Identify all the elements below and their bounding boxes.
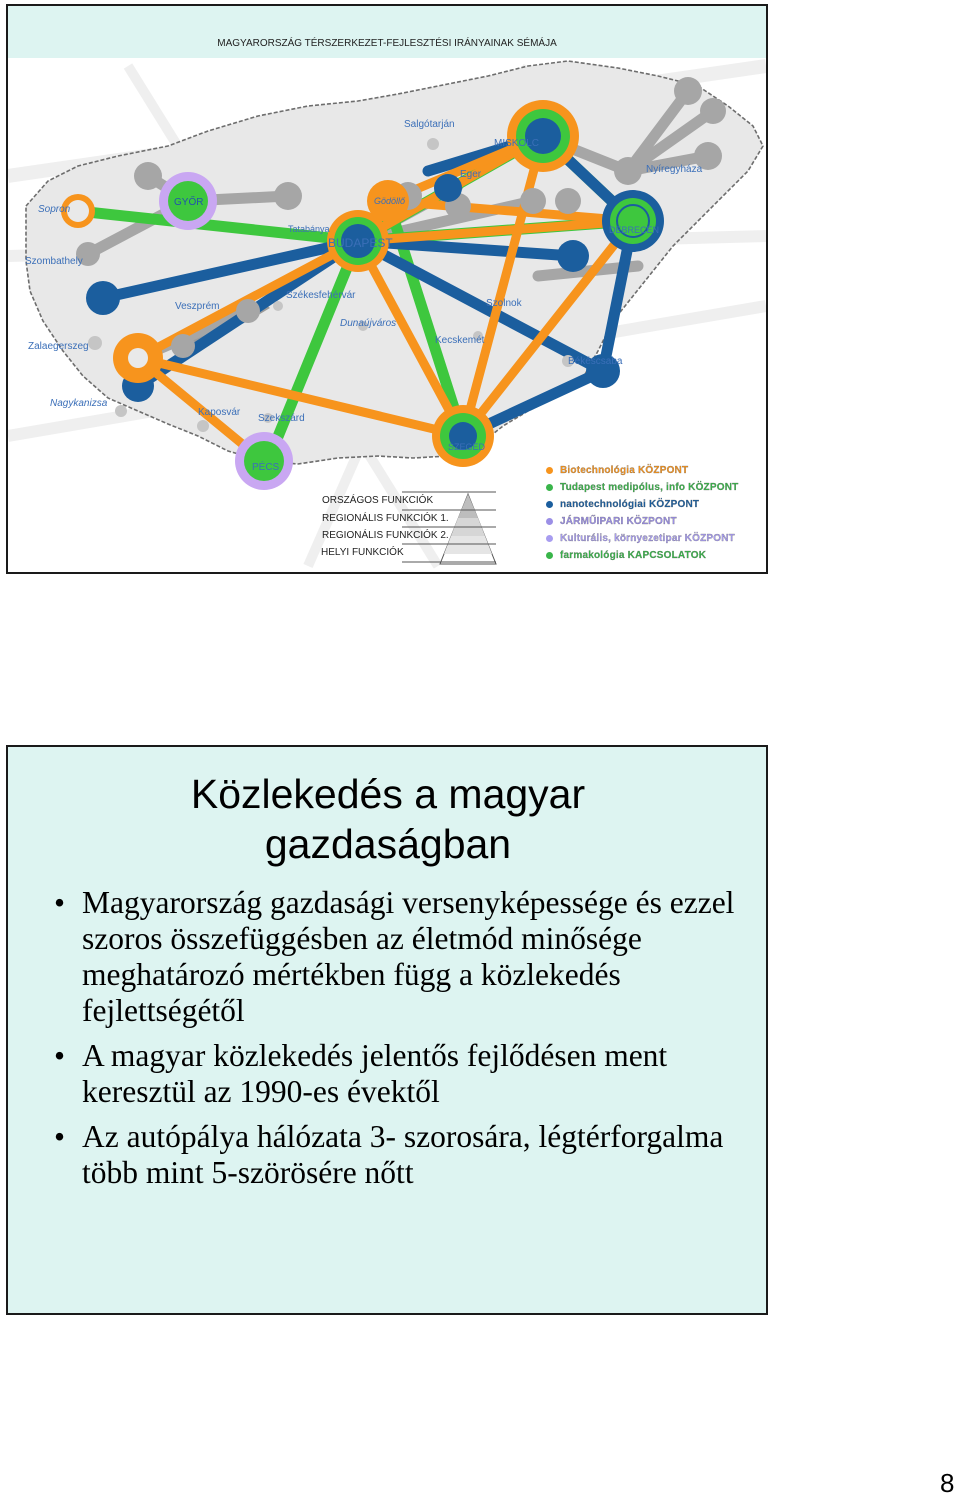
city-label-budapest: BUDAPEST bbox=[328, 236, 393, 250]
legend-dot-icon bbox=[546, 552, 553, 559]
city-label-kaposvar: Kaposvár bbox=[198, 407, 241, 418]
slide-title-text: Közlekedés a magyar gazdaságban bbox=[190, 771, 586, 867]
bullet-text: Az autópálya hálózata 3- szorosára, légtérforgalma több mint 5-szörösére nőtt bbox=[82, 1119, 724, 1190]
city-label-szekesfehervar: Székesfehérvár bbox=[286, 290, 356, 301]
city-label-eger: Eger bbox=[460, 169, 482, 180]
bullet-item bbox=[52, 1119, 752, 1191]
pyramid-label-local: HELYI FUNKCIÓK bbox=[321, 547, 404, 558]
legend-item bbox=[546, 530, 738, 547]
bullet-mark: • bbox=[54, 1119, 66, 1154]
slide-title bbox=[8, 769, 768, 869]
city-label-gyor: GYŐR bbox=[174, 197, 204, 208]
city-label-debrecen: DEBRECEN bbox=[609, 225, 660, 235]
legend-label: JÁRMŰIPARI KÖZPONT bbox=[560, 516, 677, 527]
legend-dot-icon bbox=[546, 501, 553, 508]
node-pecs bbox=[235, 432, 293, 490]
legend-item bbox=[546, 496, 738, 513]
legend-dot-icon bbox=[546, 484, 553, 491]
bullet-mark: • bbox=[54, 885, 66, 920]
node-miskolc bbox=[507, 100, 579, 172]
city-label-miskolc: MISKOLC bbox=[494, 138, 540, 149]
city-label-tatabanya: Tatabánya bbox=[288, 224, 330, 234]
city-label-salgotarjan: Salgótarján bbox=[404, 119, 455, 130]
map-slide bbox=[6, 4, 768, 574]
map-legend bbox=[546, 462, 738, 564]
bullet-text: A magyar közlekedés jelentős fejlődésen ment keresztül az 1990-es évektől bbox=[82, 1038, 668, 1109]
city-label-sopron: Sopron bbox=[38, 204, 71, 215]
bullet-item bbox=[52, 885, 752, 1029]
legend-dot-icon bbox=[546, 467, 553, 474]
pyramid-label-national: ORSZÁGOS FUNKCIÓK bbox=[322, 495, 434, 506]
legend-dot-icon bbox=[546, 535, 553, 542]
legend-label: Kulturális, környezetipar KÖZPONT bbox=[560, 533, 735, 544]
legend-label: Tudapest medipólus, info KÖZPONT bbox=[560, 482, 739, 493]
city-label-godollo: Gödöllő bbox=[374, 196, 406, 206]
node-zalaegerszeg-hub bbox=[113, 333, 163, 383]
city-label-szombathely: Szombathely bbox=[25, 256, 83, 267]
city-label-zalaegerszeg: Zalaegerszeg bbox=[28, 341, 89, 352]
city-label-nagykanizsa: Nagykanizsa bbox=[50, 398, 108, 409]
node-debrecen bbox=[602, 190, 664, 252]
city-label-pecs: PÉCS bbox=[252, 462, 280, 473]
text-slide bbox=[6, 745, 768, 1315]
city-label-szekszard: Szekszárd bbox=[258, 413, 305, 424]
city-label-kecskemet: Kecskemét bbox=[435, 335, 485, 346]
node-szeged bbox=[432, 405, 494, 467]
page-number: 8 bbox=[940, 1468, 955, 1498]
bullet-mark: • bbox=[54, 1038, 66, 1073]
bullet-item bbox=[52, 1038, 752, 1110]
legend-item bbox=[546, 462, 738, 479]
city-label-nyiregyhaza: Nyíregyháza bbox=[646, 164, 703, 175]
city-label-szolnok: Szolnok bbox=[486, 298, 522, 309]
map-title: MAGYARORSZÁG TÉRSZERKEZET-FEJLESZTÉSI IRÁNYAINAK SÉMÁJA bbox=[8, 6, 766, 58]
city-label-veszprem: Veszprém bbox=[175, 301, 220, 312]
legend-item bbox=[546, 479, 738, 496]
bullet-text: Magyarország gazdasági versenyképessége és ezzel szoros összefüggésben az életmód minősége meghatározó mértékben függ a közlekedés fejlettségétől bbox=[82, 885, 735, 1028]
city-label-szeged: SZEGED bbox=[448, 442, 486, 452]
pyramid-label-regional-2: REGIONÁLIS FUNKCIÓK 2. bbox=[322, 530, 449, 541]
legend-item bbox=[546, 513, 738, 530]
bullet-list bbox=[52, 885, 752, 1200]
city-label-dunaujvaros: Dunaújváros bbox=[340, 318, 397, 329]
legend-dot-icon bbox=[546, 518, 553, 525]
legend-label: nanotechnológiai KÖZPONT bbox=[560, 499, 700, 510]
city-label-bekescsaba: Békéscsaba bbox=[568, 356, 623, 367]
legend-label: farmakológia KAPCSOLATOK bbox=[560, 550, 707, 561]
legend-item bbox=[546, 547, 738, 564]
legend-label: Biotechnológia KÖZPONT bbox=[560, 465, 689, 476]
pyramid-label-regional-1: REGIONÁLIS FUNKCIÓK 1. bbox=[322, 513, 449, 524]
